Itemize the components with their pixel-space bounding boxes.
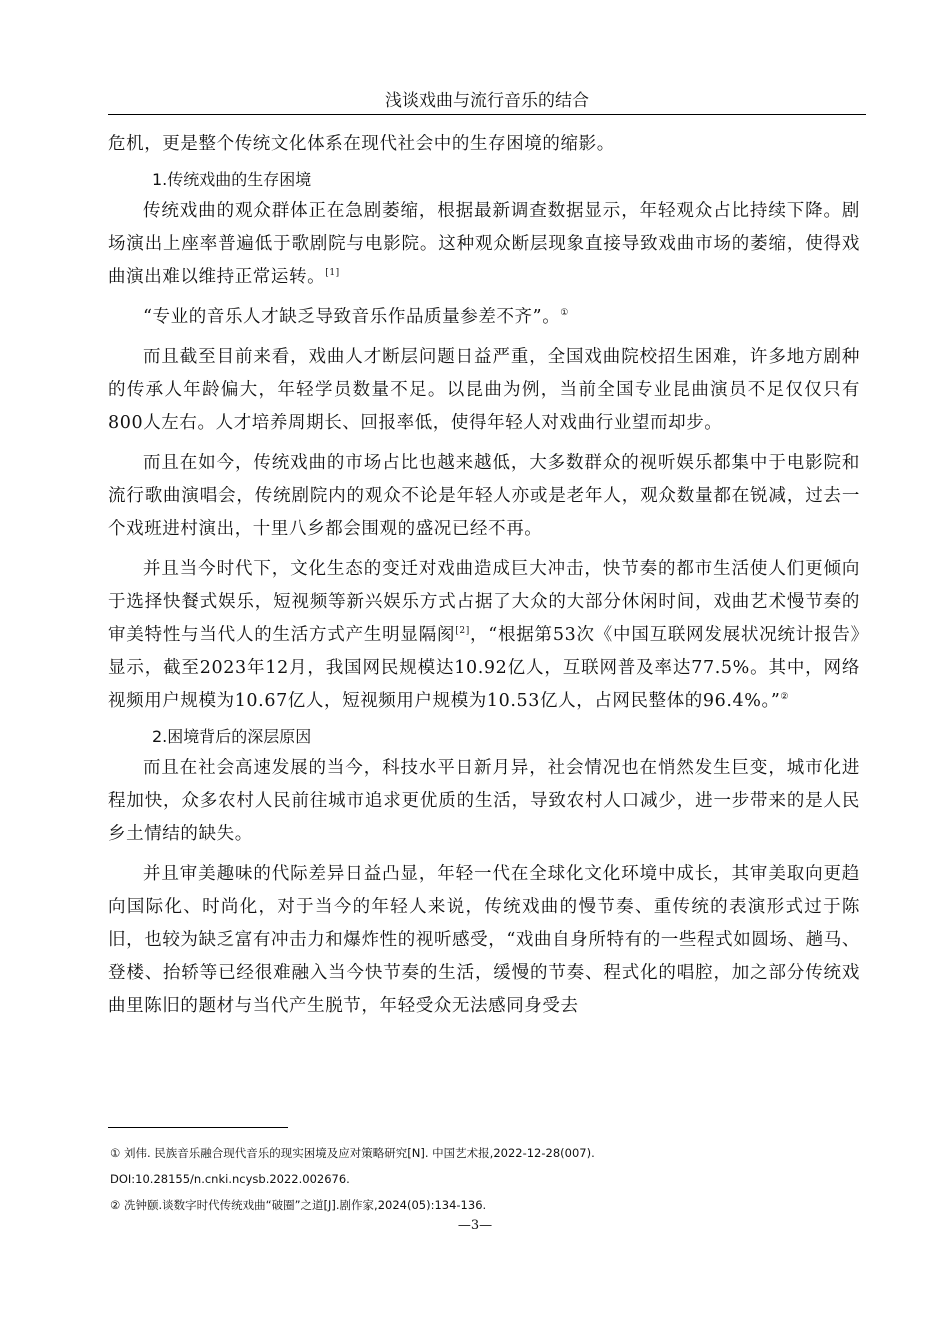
citation-1: [1] — [325, 268, 340, 279]
page-number: —3— — [457, 1218, 493, 1233]
paragraph-4: 而且在如今，传统戏曲的市场占比也越来越低，大多数群众的视听娱乐都集中于电影院和流行歌曲演唱会，传统剧院内的观众不论是年轻人亦或是老年人，观众数量都在锐减，过去一个戏班进村演出，十里八乡都会围观的盛况已经不再。 — [108, 453, 860, 539]
paragraph-1 — [108, 195, 860, 294]
paragraph-5-text-b: ，“根据第53次《中国互联网发展状况统计报告》显示，截至2023年12月，我国网民规模达10.92亿人，互联网普及率达77.5%。其中，网络视频用户规模为10.67亿人，短视频用户规模为10.53亿人，占网民整体的96.4%。” — [108, 625, 860, 711]
footnote-2: ② 冼钟颐.谈数字时代传统戏曲“破圈”之道[J].剧作家,2024(05):134-136. — [110, 1198, 487, 1212]
paragraph-2-text: “专业的音乐人才缺乏导致音乐作品质量参差不齐”。 — [143, 307, 561, 327]
paragraph-5 — [108, 553, 860, 718]
body-text — [108, 128, 860, 1023]
paragraph-6: 而且在社会高速发展的当今，科技水平日新月异，社会情况也在悄然发生巨变，城市化进程加快，众多农村人民前往城市追求更优质的生活，导致农村人口减少，进一步带来的是人民乡土情结的缺失。 — [108, 758, 860, 844]
section-heading-1: 1.传统戏曲的生存困境 — [152, 170, 312, 189]
citation-2: [2] — [455, 626, 470, 637]
page-header — [108, 88, 866, 115]
paragraph-1-text: 传统戏曲的观众群体正在急剧萎缩，根据最新调查数据显示，年轻观众占比持续下降。剧场演出上座率普遍低于歌剧院与电影院。这种观众断层现象直接导致戏曲市场的萎缩，使得戏曲演出难以维持正常运转。 — [108, 201, 860, 287]
footnote-ref-1: ① — [560, 308, 569, 319]
header-title: 浅谈戏曲与流行音乐的结合 — [385, 91, 589, 111]
section-heading-2: 2.困境背后的深层原因 — [152, 727, 312, 746]
footnotes — [110, 1140, 870, 1218]
footnote-ref-2: ② — [780, 692, 790, 703]
paragraph-5-text-a: 并且当今时代下，文化生态的变迁对戏曲造成巨大冲击，快节奏的都市生活使人们更倾向于选择快餐式娱乐，短视频等新兴娱乐方式占据了大众的大部分休闲时间，戏曲艺术慢节奏的审美特性与当代人的生活方式产生明显隔阂 — [108, 559, 860, 645]
footnote-1-line-1: ① 刘伟. 民族音乐融合现代音乐的现实困境及应对策略研究[N]. 中国艺术报,2022-12-28(007). — [110, 1146, 595, 1160]
footnote-1-line-2: DOI:10.28155/n.cnki.ncysb.2022.002676. — [110, 1172, 350, 1186]
footnote-divider — [108, 1127, 288, 1128]
paragraph-2 — [108, 301, 860, 334]
paragraph-7: 并且审美趣味的代际差异日益凸显，年轻一代在全球化文化环境中成长，其审美取向更趋向国际化、时尚化，对于当今的年轻人来说，传统戏曲的慢节奏、重传统的表演形式过于陈旧，也较为缺乏富有冲击力和爆炸性的视听感受，“戏曲自身所特有的一些程式如圆场、趟马、登楼、抬轿等已经很难融入当今快节奏的生活，缓慢的节奏、程式化的唱腔，加之部分传统戏曲里陈旧的题材与当代产生脱节，年轻受众无法感同身受去 — [108, 864, 860, 1016]
paragraph-3: 而且截至目前来看，戏曲人才断层问题日益严重，全国戏曲院校招生困难，许多地方剧种的传承人年龄偏大，年轻学员数量不足。以昆曲为例，当前全国专业昆曲演员不足仅仅只有800人左右。人才培养周期长、回报率低，使得年轻人对戏曲行业望而却步。 — [108, 347, 860, 433]
paragraph-0: 危机，更是整个传统文化体系在现代社会中的生存困境的缩影。 — [108, 134, 615, 154]
